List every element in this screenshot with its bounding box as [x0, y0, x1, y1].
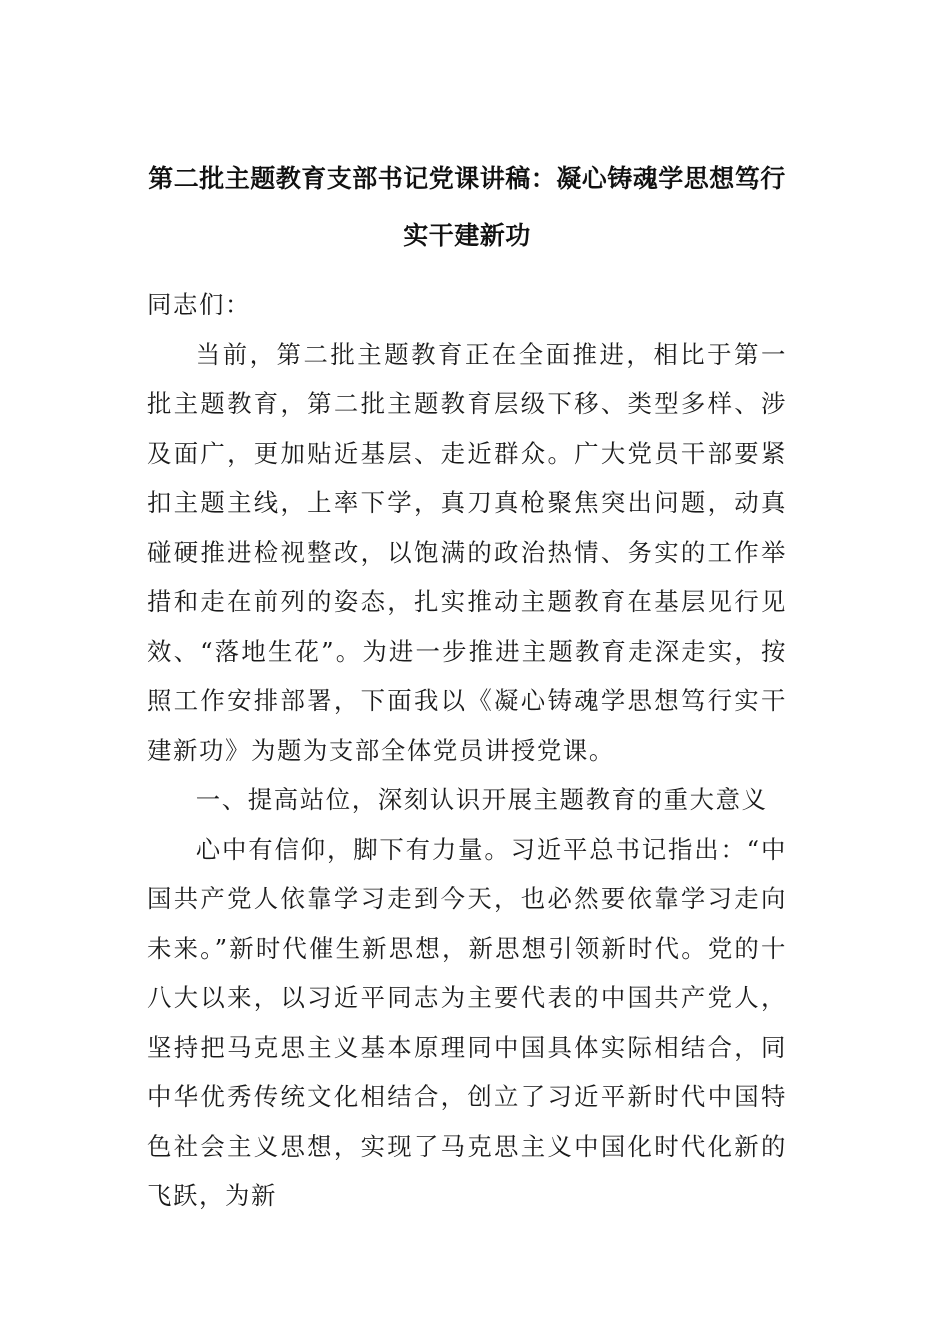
document-body [147, 280, 787, 1221]
section-heading: 一、提高站位，深刻认识开展主题教育的重大意义 [195, 785, 768, 814]
salutation: 同志们： [147, 290, 251, 319]
document-title: 第二批主题教育支部书记党课讲稿：凝心铸魂学思想笃行实干建新功 [148, 164, 786, 250]
intro-paragraph: 当前，第二批主题教育正在全面推进，相比于第一批主题教育，第二批主题教育层级下移、类型多样、涉及面广，更加贴近基层、走近群众。广大党员干部要紧扣主题主线，上率下学，真刀真枪聚焦突出问题，动真碰硬推进检视整改，以饱满的政治热情、务实的工作举措和走在前列的姿态，扎实推动主题教育在基层见行见效、“落地生花”。为进一步推进主题教育走深走实，按照工作安排部署，下面我以《凝心铸魂学思想笃行实干建新功》为题为支部全体党员讲授党课。 [147, 339, 787, 765]
body-paragraph: 心中有信仰，脚下有力量。习近平总书记指出：“中国共产党人依靠学习走到今天，也必然要依靠学习走向未来。”新时代催生新思想，新思想引领新时代。党的十八大以来，以习近平同志为主要代表的中国共产党人，坚持把马克思主义基本原理同中国具体实际相结合，同中华优秀传统文化相结合，创立了习近平新时代中国特色社会主义思想，实现了马克思主义中国化时代化新的飞跃，为新 [147, 834, 787, 1210]
